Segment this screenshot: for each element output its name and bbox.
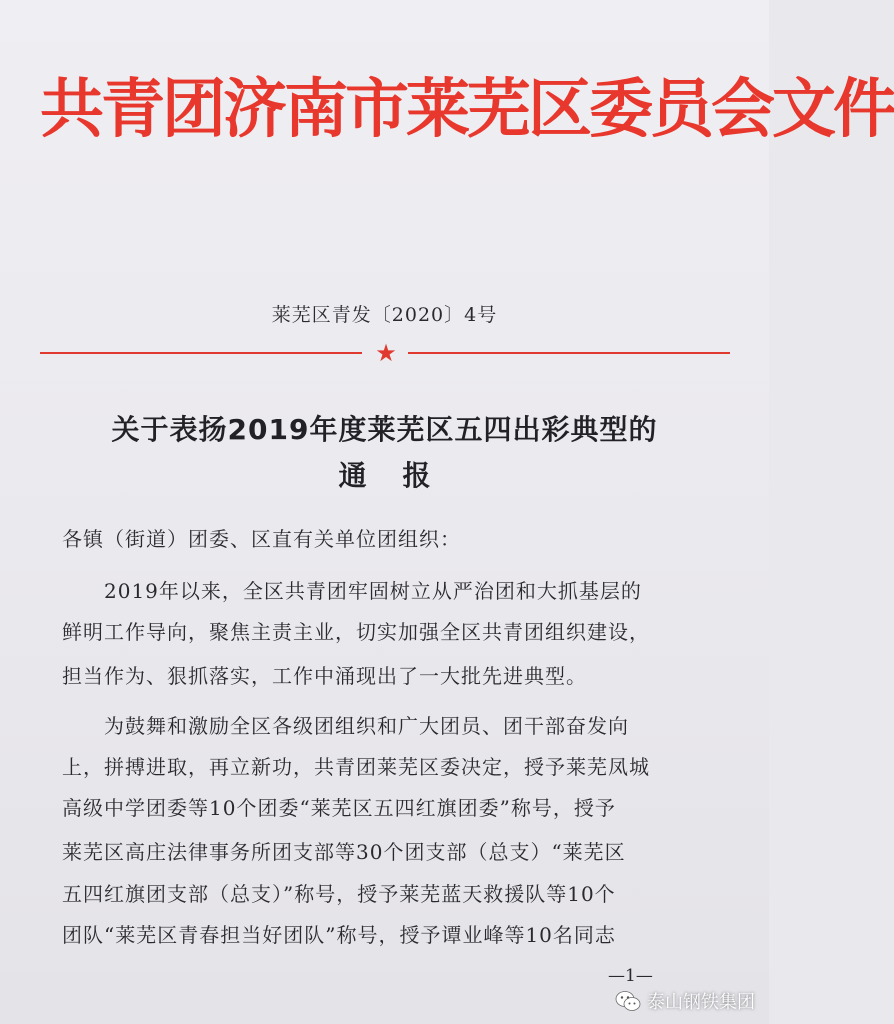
body-line: 上，拼搏进取，再立新功，共青团莱芜区委决定，授予莱芜凤城: [62, 755, 650, 779]
watermark: [615, 986, 755, 1016]
body-line: 高级中学团委等10个团委“莱芜区五四红旗团委”称号，授予: [62, 796, 616, 820]
watermark-text: 泰山钢铁集团: [647, 992, 755, 1013]
wechat-icon: [615, 990, 641, 1012]
body-line: 为鼓舞和激励全区各级团组织和广大团员、团干部奋发向: [104, 714, 629, 738]
body-line: 2019年以来，全区共青团牢固树立从严治团和大抓基层的: [104, 579, 642, 603]
document-title-line-1: 关于表扬2019年度莱芜区五四出彩典型的: [111, 413, 658, 446]
body-line: 五四红旗团支部（总支）”称号，授予莱芜蓝天救援队等10个: [62, 882, 616, 906]
issuer-header: 共青团济南市莱芜区委员会文件: [40, 73, 894, 147]
body-line: 担当作为、狠抓落实，工作中涌现出了一大批先进典型。: [62, 664, 587, 688]
body-line: 莱芜区高庄法律事务所团支部等30个团支部（总支）“莱芜区: [62, 840, 626, 864]
body-line: 团队“莱芜区青春担当好团队”称号，授予谭业峰等10名同志: [62, 923, 616, 947]
separator-line-right: [408, 352, 730, 354]
document-title-line-2: 通报: [338, 459, 467, 492]
red-separator: [40, 340, 730, 366]
star-icon: ★: [375, 339, 397, 367]
separator-line-left: [40, 352, 362, 354]
body-line: 鲜明工作导向，聚焦主责主业，切实加强全区共青团组织建设，: [62, 620, 650, 644]
page-number: —1—: [608, 966, 653, 986]
document-number: 莱芜区青发〔2020〕4号: [271, 304, 498, 326]
salutation: 各镇（街道）团委、区直有关单位团组织：: [62, 527, 461, 551]
